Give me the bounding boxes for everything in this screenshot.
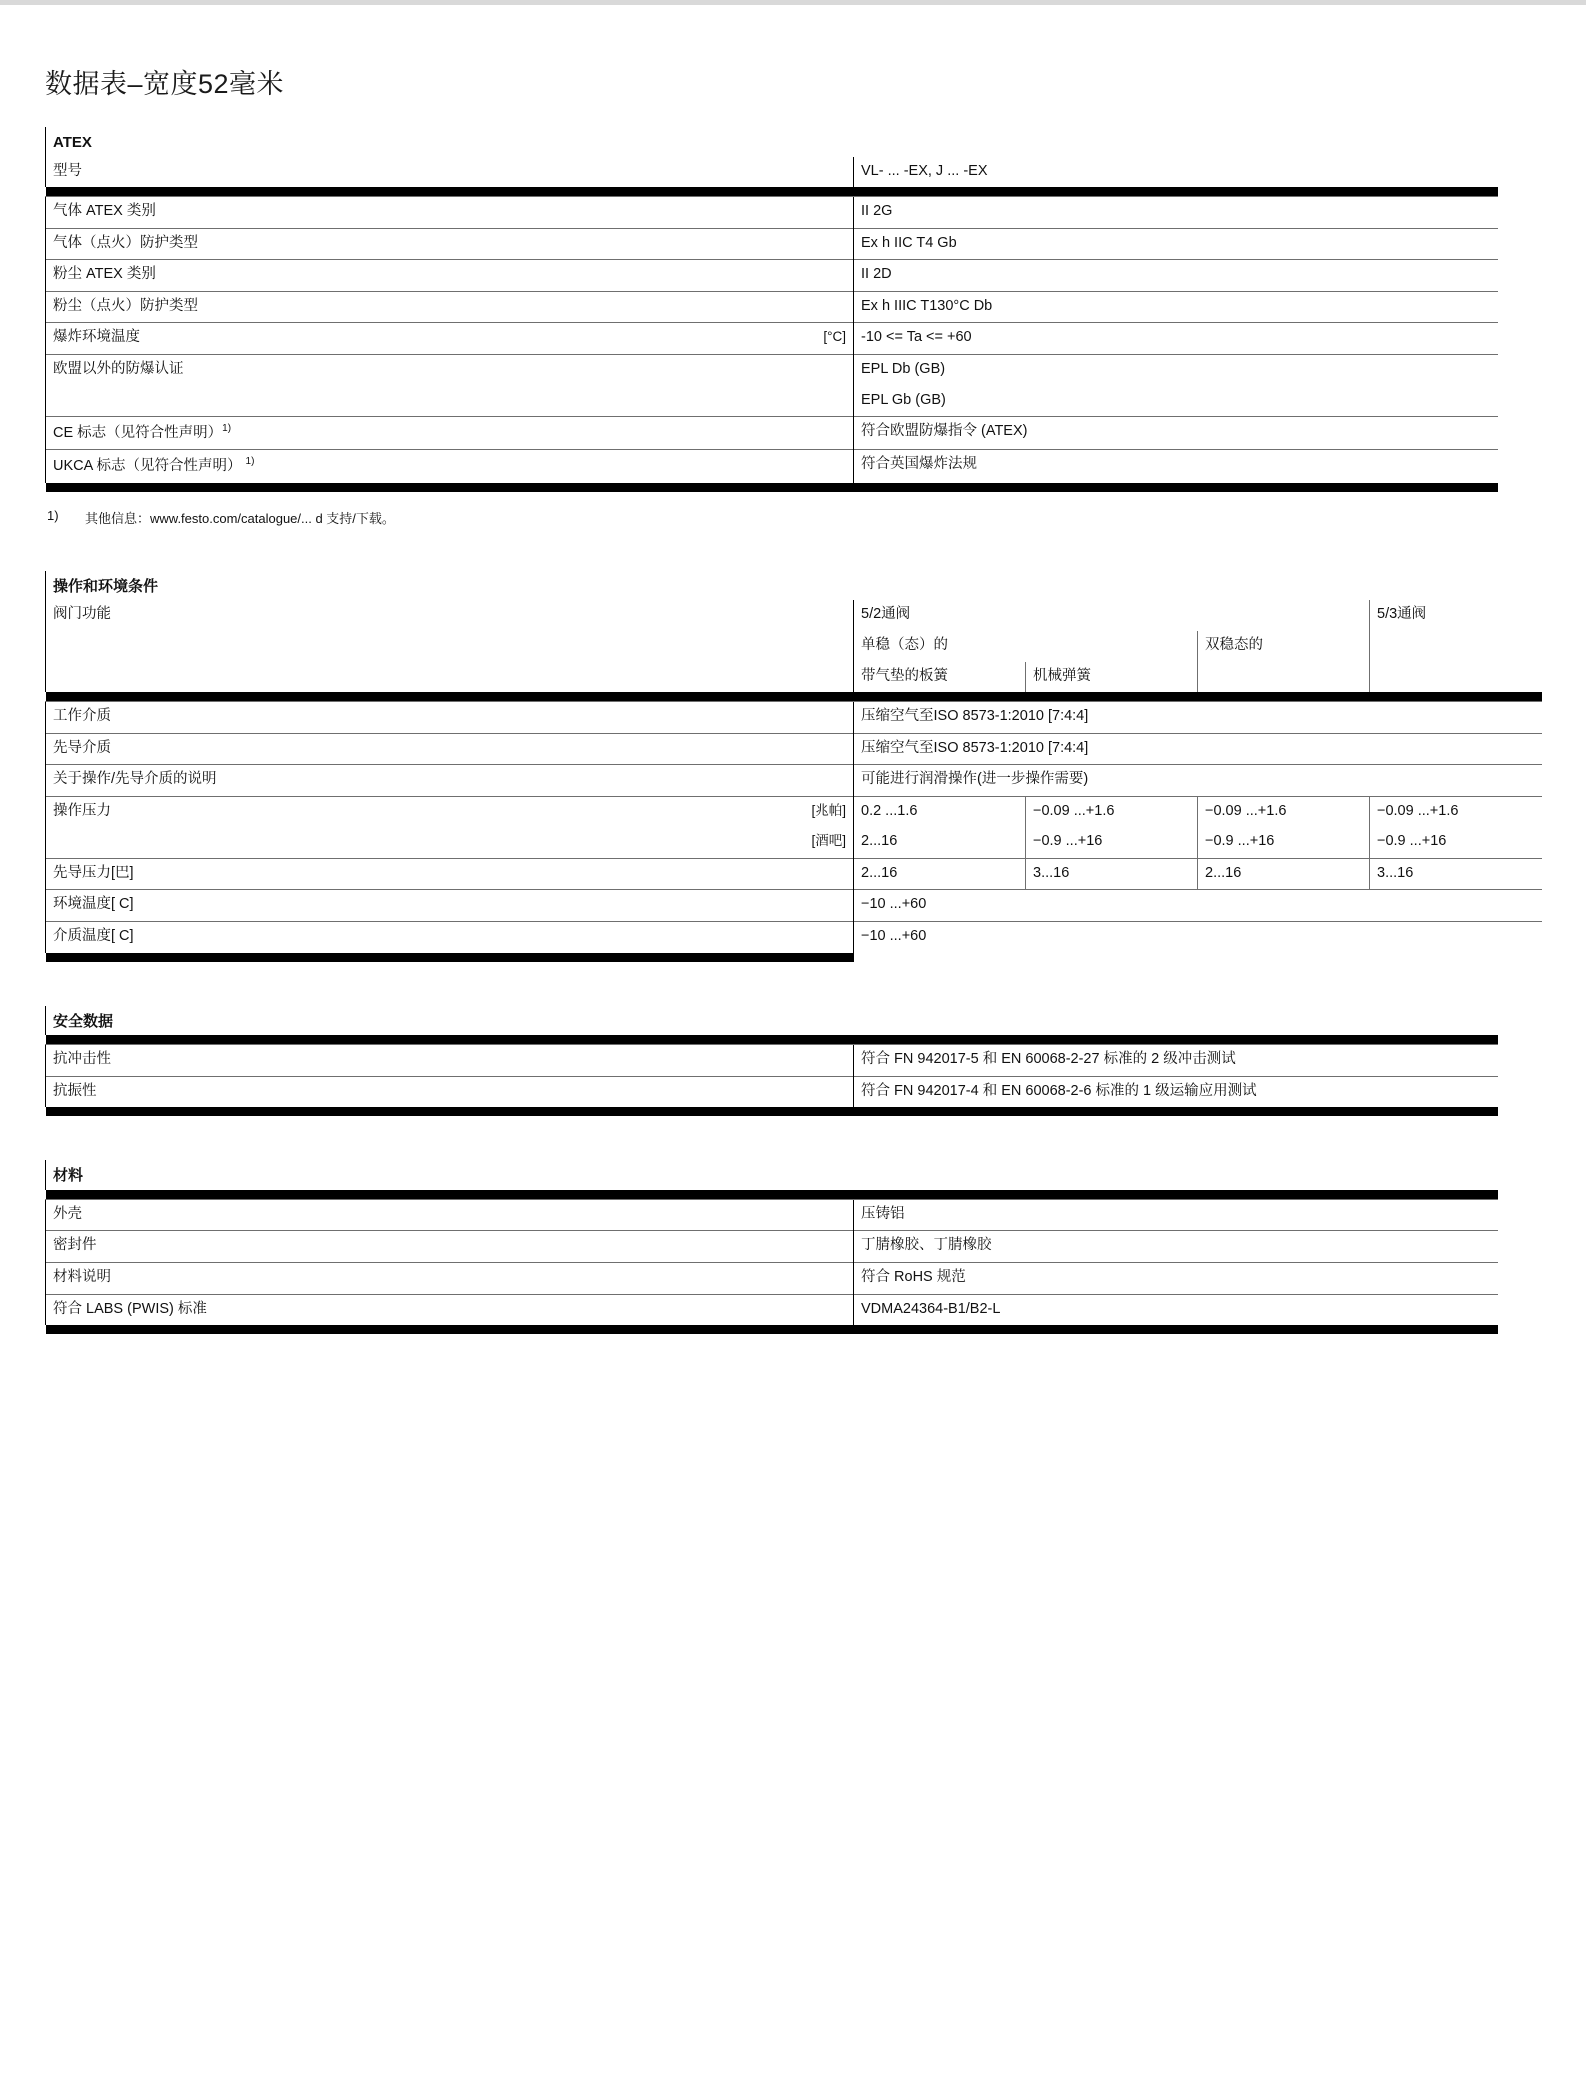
atex-footnote (47, 508, 1526, 527)
materials-table (45, 1160, 1498, 1334)
row-value: 0.2 ...1.6 (854, 796, 1026, 827)
row-value: 可能进行润滑操作(进一步操作需要) (854, 765, 1542, 797)
row-value: −10 ...+60 (854, 890, 1542, 922)
materials-title-spacer-unit (746, 1160, 854, 1190)
atex-section-title: ATEX (53, 134, 92, 151)
operating-section-title: 操作和环境条件 (53, 577, 159, 595)
table-row (46, 702, 1542, 734)
spacer-after-operating (45, 962, 1526, 1006)
row-value: II 2D (854, 260, 1499, 292)
safety-section-title-cell (46, 1006, 746, 1036)
materials-header-band-right (854, 1190, 1499, 1200)
row-unit: [°C] (746, 323, 854, 355)
row-value: -10 <= Ta <= +60 (854, 323, 1499, 355)
valve-bistable-label: 双稳态的 (1198, 631, 1370, 692)
table-row (46, 1231, 1499, 1263)
row-value: Ex h IIC T4 Gb (854, 228, 1499, 260)
table-row (46, 197, 1499, 229)
row-value: 符合欧盟防爆指令 (ATEX) (854, 417, 1499, 450)
valve-function-unit (746, 600, 854, 692)
row-unit (746, 1076, 854, 1107)
operating-header-band-row (46, 692, 1542, 702)
row-value: VDMA24364-B1/B2-L (854, 1294, 1499, 1325)
atex-model-label: 型号 (46, 157, 746, 188)
valve-monostable-label: 单稳（态）的 (854, 631, 1198, 662)
row-value: −0.9 ...+16 (1026, 827, 1198, 858)
operating-header-band-right (854, 692, 1542, 702)
row-value: 符合 FN 942017-5 和 EN 60068-2-27 标准的 2 级冲击测试 (854, 1045, 1499, 1077)
materials-footer-band-right (854, 1325, 1499, 1334)
row-label: 介质温度[ C] (46, 922, 746, 953)
valve-spring-air-cushion: 带气垫的板簧 (854, 662, 1026, 693)
atex-footer-band-right (854, 483, 1499, 492)
atex-section-title-cell (46, 127, 746, 157)
table-row (46, 228, 1499, 260)
row-unit (746, 260, 854, 292)
row-value: 2...16 (1198, 858, 1370, 890)
safety-section-title-row (46, 1006, 1499, 1036)
atex-header-band-left (46, 187, 854, 197)
table-row (46, 386, 1499, 417)
table-row (46, 291, 1499, 323)
row-unit: [兆帕] (746, 796, 854, 827)
row-value: −0.9 ...+16 (1370, 827, 1542, 858)
safety-data-table (45, 1006, 1498, 1117)
operating-conditions-body (46, 571, 1542, 962)
row-label (46, 386, 746, 417)
row-unit (746, 354, 854, 385)
row-value: II 2G (854, 197, 1499, 229)
row-unit (746, 197, 854, 229)
safety-footer-band-right (854, 1107, 1499, 1116)
row-unit (746, 922, 854, 953)
row-value: EPL Gb (GB) (854, 386, 1499, 417)
row-value: 符合 RoHS 规范 (854, 1262, 1499, 1294)
atex-model-unit (746, 157, 854, 188)
table-row (46, 765, 1542, 797)
row-unit (746, 890, 854, 922)
spacer-after-safety (45, 1116, 1526, 1160)
row-unit (746, 1045, 854, 1077)
row-label: 欧盟以外的防爆认证 (46, 354, 746, 385)
row-value: 压铸铝 (854, 1199, 1499, 1231)
row-label: 环境温度[ C] (46, 890, 746, 922)
row-label: 密封件 (46, 1231, 746, 1263)
operating-title-spacer-unit (746, 571, 854, 601)
row-label (46, 450, 746, 483)
table-row (46, 796, 1542, 827)
row-unit (746, 450, 854, 483)
atex-footnote-text: 其他信息：www.festo.com/catalogue/... d 支持/下载。 (85, 510, 395, 526)
row-label: 先导介质 (46, 733, 746, 765)
valve-spring-mechanical: 机械弹簧 (1026, 662, 1198, 693)
table-row (46, 827, 1542, 858)
row-unit (746, 386, 854, 417)
row-label: 抗冲击性 (46, 1045, 746, 1077)
safety-header-band-left (46, 1035, 854, 1045)
row-value: 符合 FN 942017-4 和 EN 60068-2-6 标准的 1 级运输应用测试 (854, 1076, 1499, 1107)
valve-function-label: 阀门功能 (46, 600, 746, 692)
valve-function-group-row (46, 600, 1542, 631)
row-unit (746, 702, 854, 734)
row-label: 粉尘 ATEX 类别 (46, 260, 746, 292)
row-label: 先导压力[巴] (46, 858, 746, 890)
page-top-rule (0, 0, 1586, 5)
row-label: 材料说明 (46, 1262, 746, 1294)
row-value: Ex h IIIC T130°C Db (854, 291, 1499, 323)
row-label (46, 417, 746, 450)
row-unit (746, 417, 854, 450)
table-row (46, 260, 1499, 292)
row-unit (746, 1199, 854, 1231)
operating-footer-band-row (46, 953, 1542, 962)
row-unit (746, 228, 854, 260)
row-value: 2...16 (854, 827, 1026, 858)
table-row (46, 733, 1542, 765)
safety-footer-band-left (46, 1107, 854, 1116)
materials-footer-band-row (46, 1325, 1499, 1334)
row-value: −0.09 ...+1.6 (1026, 796, 1198, 827)
atex-title-spacer-unit (746, 127, 854, 157)
row-label: 气体（点火）防护类型 (46, 228, 746, 260)
row-value: 3...16 (1026, 858, 1198, 890)
table-row (46, 1045, 1499, 1077)
atex-footnote-number: 1) (47, 507, 59, 523)
atex-title-spacer-value (854, 127, 1499, 157)
row-label: 抗振性 (46, 1076, 746, 1107)
row-label (46, 827, 746, 858)
table-row (46, 1262, 1499, 1294)
atex-table-body (46, 127, 1499, 492)
table-row (46, 890, 1542, 922)
table-row (46, 1199, 1499, 1231)
table-row (46, 1076, 1499, 1107)
safety-data-body (46, 1006, 1499, 1117)
materials-body (46, 1160, 1499, 1334)
row-label-footnote-marker: 1) (245, 456, 255, 468)
table-row (46, 1294, 1499, 1325)
atex-header-band-row (46, 187, 1499, 197)
row-value: −0.09 ...+1.6 (1198, 796, 1370, 827)
row-value: −0.9 ...+16 (1198, 827, 1370, 858)
atex-footer-band-row (46, 483, 1499, 492)
row-unit (746, 1294, 854, 1325)
table-row (46, 323, 1499, 355)
operating-footer-band-left (46, 953, 854, 962)
safety-title-spacer-value (854, 1006, 1499, 1036)
table-row (46, 922, 1542, 953)
row-unit (746, 765, 854, 797)
row-label: 工作介质 (46, 702, 746, 734)
table-row (46, 417, 1499, 450)
row-value: 3...16 (1370, 858, 1542, 890)
atex-table (45, 127, 1498, 492)
row-value: −0.09 ...+1.6 (1370, 796, 1542, 827)
operating-section-title-row (46, 571, 1542, 601)
row-unit (746, 291, 854, 323)
atex-section-title-row (46, 127, 1499, 157)
safety-header-band-right (854, 1035, 1499, 1045)
row-label: 操作压力 (46, 796, 746, 827)
row-unit: [酒吧] (811, 833, 846, 849)
operating-conditions-table (45, 571, 1542, 962)
row-label-footnote-marker: 1) (222, 423, 232, 435)
row-label: 气体 ATEX 类别 (46, 197, 746, 229)
row-unit (746, 733, 854, 765)
atex-header-band-right (854, 187, 1499, 197)
materials-section-title-cell (46, 1160, 746, 1190)
operating-header-band-left (46, 692, 854, 702)
row-value: 符合英国爆炸法规 (854, 450, 1499, 483)
table-row (46, 450, 1499, 483)
valve-group-5-2: 5/2通阀 (854, 600, 1370, 631)
page-title: 数据表–宽度52毫米 (45, 69, 285, 99)
row-unit (746, 1231, 854, 1263)
row-label-text: UKCA 标志（见符合性声明） (53, 458, 242, 475)
materials-section-title-row (46, 1160, 1499, 1190)
materials-header-band-left (46, 1190, 854, 1200)
row-label-text: CE 标志（见符合性声明） (53, 424, 223, 441)
row-value: 压缩空气至ISO 8573-1:2010 [7:4:4] (854, 733, 1542, 765)
row-value: 丁腈橡胶、丁腈橡胶 (854, 1231, 1499, 1263)
atex-footer-band-left (46, 483, 854, 492)
materials-footer-band-left (46, 1325, 854, 1334)
atex-model-row (46, 157, 1499, 188)
materials-section-title: 材料 (53, 1167, 84, 1185)
row-label: 粉尘（点火）防护类型 (46, 291, 746, 323)
row-value: −10 ...+60 (854, 922, 1542, 953)
operating-footer-band-right (854, 953, 1542, 962)
atex-model-value: VL- ... -EX, J ... -EX (854, 157, 1499, 188)
table-row (46, 354, 1499, 385)
valve-group-5-3: 5/3通阀 (1370, 600, 1542, 692)
row-label: 爆炸环境温度 (46, 323, 746, 355)
row-value: EPL Db (GB) (854, 354, 1499, 385)
row-value: 2...16 (854, 858, 1026, 890)
materials-title-spacer-value (854, 1160, 1499, 1190)
safety-header-band-row (46, 1035, 1499, 1045)
row-label: 关于操作/先导介质的说明 (46, 765, 746, 797)
safety-title-spacer-unit (746, 1006, 854, 1036)
row-unit (746, 858, 854, 890)
spacer-after-atex (45, 527, 1526, 571)
safety-footer-band-row (46, 1107, 1499, 1116)
row-unit (746, 1262, 854, 1294)
materials-header-band-row (46, 1190, 1499, 1200)
safety-section-title: 安全数据 (53, 1012, 114, 1030)
row-label: 符合 LABS (PWIS) 标准 (46, 1294, 746, 1325)
row-label: 外壳 (46, 1199, 746, 1231)
table-row (46, 858, 1542, 890)
row-value: 压缩空气至ISO 8573-1:2010 [7:4:4] (854, 702, 1542, 734)
operating-title-spacer-values (854, 571, 1542, 601)
operating-section-title-cell (46, 571, 746, 601)
